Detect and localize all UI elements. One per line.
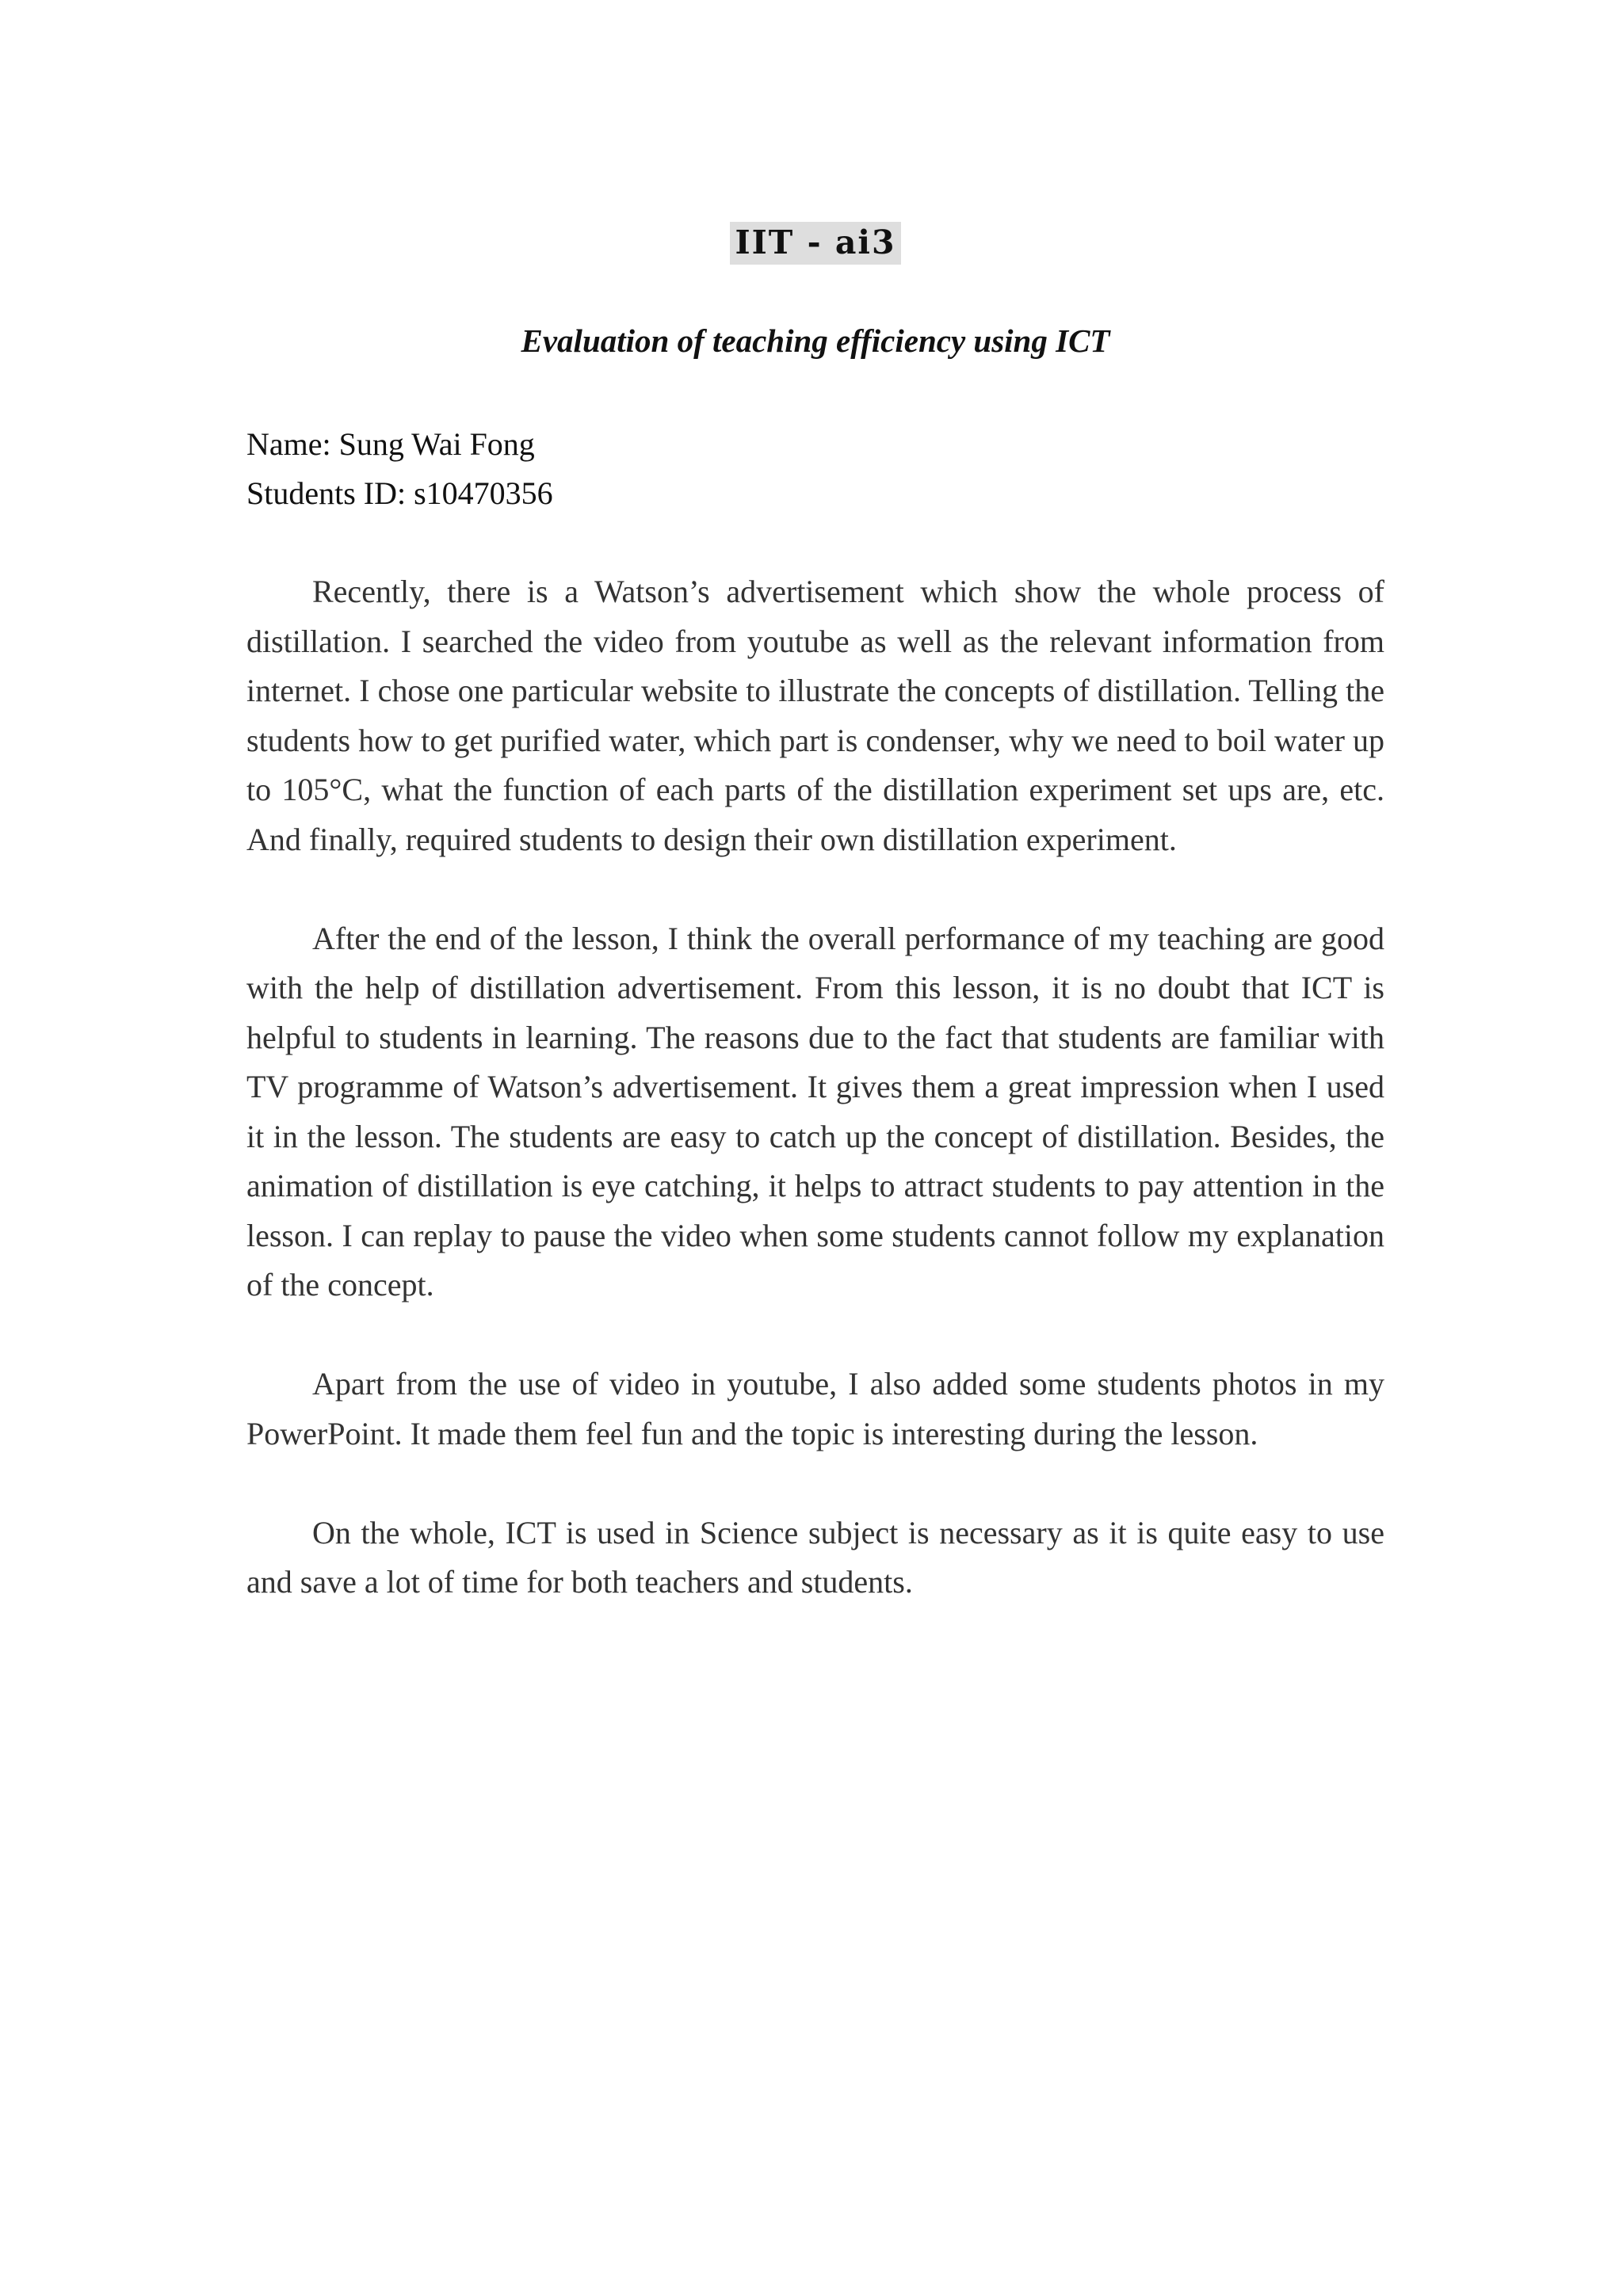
paragraph-4: On the whole, ICT is used in Science subject is necessary as it is quite easy to use and save a lot of time for both teachers and students. — [246, 1514, 1384, 1600]
author-info — [246, 420, 1384, 518]
paragraph-1: Recently, there is a Watson’s advertisement which show the whole process of distillation. I searched the video from youtube as well as the relevant information from internet. I chose one particular website to illustrate the concepts of distillation. Telling the students how to get purified water, which part is condenser, why we need to boil water up to 105°C, what the function of each parts of the distillation experiment set ups are, etc. And finally, required students to design their own distillation experiment. — [246, 574, 1384, 857]
document-content — [246, 222, 1384, 1657]
paragraph-2: After the end of the lesson, I think the overall performance of my teaching are good with the help of distillation advertisement. From this lesson, it is no doubt that ICT is helpful to students in learning. The reasons due to the fact that students are familiar with TV programme of Watson’s advertisement. It gives them a great impression when I used it in the lesson. The students are easy to catch up the concept of distillation. Besides, the animation of distillation is eye catching, it helps to attract students to pay attention in the lesson. I can replay to pause the video when some students cannot follow my explanation of the concept. — [246, 920, 1384, 1302]
document-title-text: IIT - ai3 — [730, 222, 900, 265]
author-name: Name: Sung Wai Fong — [246, 426, 535, 462]
document-title — [246, 222, 1384, 269]
student-id: Students ID: s10470356 — [246, 475, 553, 511]
paragraph-3: Apart from the use of video in youtube, I also added some students photos in my PowerPoint. It made them feel fun and the topic is interesting during the lesson. — [246, 1366, 1384, 1451]
document-body — [246, 567, 1384, 1608]
document-subtitle: Evaluation of teaching efficiency using ICT — [521, 322, 1110, 359]
